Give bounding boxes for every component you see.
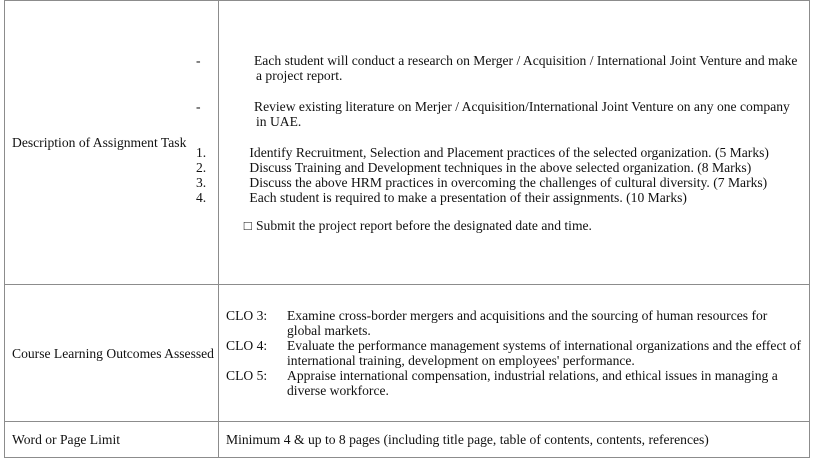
row-label: Description of Assignment Task xyxy=(5,1,219,285)
task-item: 2. Discuss Training and Development techniques in the above selected organization. (8 Marks) xyxy=(196,159,752,175)
clo-item: CLO 5: Appraise international compensation, industrial relations, and ethical issues in managing a diverse workforce. xyxy=(226,368,778,398)
clo-item: CLO 4: Evaluate the performance management systems of international organizations and the effect of international training, development on employees' performance. xyxy=(226,338,801,368)
task-item: 1. Identify Recruitment, Selection and Placement practices of the selected organization. (5 Marks) xyxy=(196,144,769,160)
task-description xyxy=(196,1,810,285)
page-limit-text: Minimum 4 & up to 8 pages (including title page, table of contents, contents, references) xyxy=(219,422,810,458)
table-row xyxy=(5,285,810,422)
task-item: 4. Each student is required to make a presentation of their assignments. (10 Marks) xyxy=(196,189,687,205)
task-item: 3. Discuss the above HRM practices in overcoming the challenges of cultural diversity. (7 Marks) xyxy=(196,174,768,190)
assignment-table xyxy=(4,0,810,458)
bullet-item: - Each student will conduct a research on Merger / Acquisition / International Joint Venture and make a project report. xyxy=(196,52,798,83)
learning-outcomes xyxy=(219,285,810,422)
row-label: Course Learning Outcomes Assessed xyxy=(5,285,219,422)
table-row xyxy=(5,422,810,458)
table-row xyxy=(5,1,810,285)
row-label: Word or Page Limit xyxy=(5,422,219,458)
checkbox-glyph-icon: □ xyxy=(243,217,252,233)
clo-item: CLO 3: Examine cross-border mergers and acquisitions and the sourcing of human resources for global markets. xyxy=(226,308,768,338)
submission-note: □ Submit the project report before the designated date and time. xyxy=(226,218,803,233)
bullet-item: - Review existing literature on Merjer / Acquisition/International Joint Venture on any one company in UAE. xyxy=(196,98,790,129)
